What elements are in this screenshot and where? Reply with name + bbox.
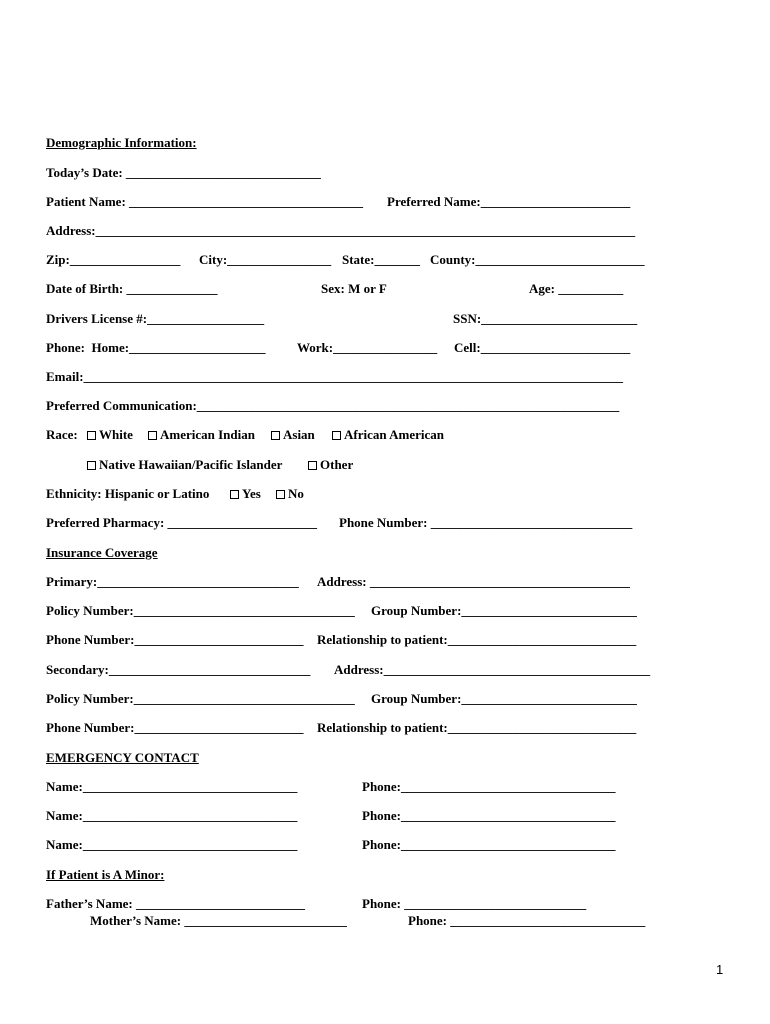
state-field[interactable]: State:_______ <box>342 252 420 267</box>
ethnicity-yes-label: Yes <box>242 486 261 501</box>
race-asian-label: Asian <box>283 427 315 442</box>
race-native-hawaiian-label: Native Hawaiian/Pacific Islander <box>99 457 283 472</box>
emergency-phone-field[interactable]: Phone:_________________________________ <box>362 808 616 823</box>
policy-number-field[interactable]: Policy Number:__________________________________ <box>46 603 355 618</box>
email-field[interactable]: Email:___________________________________________________________________________________ <box>46 369 624 384</box>
checkbox-icon[interactable] <box>87 431 96 440</box>
emergency-phone-field[interactable]: Phone:_________________________________ <box>362 837 616 852</box>
county-field[interactable]: County:__________________________ <box>430 252 645 267</box>
policy-number-field[interactable]: Policy Number:__________________________________ <box>46 691 355 706</box>
section-title-insurance: Insurance Coverage <box>46 545 158 560</box>
cell-phone-field[interactable]: Cell:_______________________ <box>454 340 631 355</box>
race-african-american-label: African American <box>344 427 445 442</box>
todays-date-field[interactable]: Today’s Date: ______________________________ <box>46 165 321 180</box>
emergency-name-field[interactable]: Name:_________________________________ <box>46 779 298 794</box>
emergency-phone-field[interactable]: Phone:_________________________________ <box>362 779 616 794</box>
section-title-emergency: EMERGENCY CONTACT <box>46 750 199 765</box>
primary-insurance-field[interactable]: Primary:_______________________________ <box>46 574 299 589</box>
race-white-label: White <box>99 427 133 442</box>
age-field[interactable]: Age: __________ <box>529 281 624 296</box>
ethnicity-label: Ethnicity: Hispanic or Latino <box>46 486 210 501</box>
checkbox-icon[interactable] <box>271 431 280 440</box>
sex-field[interactable]: Sex: M or F <box>321 281 387 296</box>
pharmacy-phone-field[interactable]: Phone Number: _______________________________ <box>339 515 633 530</box>
emergency-name-field[interactable]: Name:_________________________________ <box>46 837 298 852</box>
race-label: Race: <box>46 427 78 442</box>
section-title-minor: If Patient is A Minor: <box>46 867 165 882</box>
race-white-option[interactable] <box>87 427 133 443</box>
race-asian-option[interactable] <box>271 427 315 443</box>
checkbox-icon[interactable] <box>308 461 317 470</box>
mother-name-field[interactable]: Mother’s Name: _________________________ <box>90 913 347 928</box>
race-american-indian-label: American Indian <box>160 427 255 442</box>
page-number: 1 <box>716 962 724 977</box>
preferred-name-field[interactable]: Preferred Name:_______________________ <box>387 194 631 209</box>
relationship-field[interactable]: Relationship to patient:_____________________________ <box>317 632 637 647</box>
preferred-communication-field[interactable]: Preferred Communication:_________________________________________________________________ <box>46 398 620 413</box>
group-number-field[interactable]: Group Number:___________________________ <box>371 691 637 706</box>
ethnicity-no-label: No <box>288 486 304 501</box>
insurance-phone-field[interactable]: Phone Number:__________________________ <box>46 720 304 735</box>
checkbox-icon[interactable] <box>148 431 157 440</box>
race-african-american-option[interactable] <box>332 427 444 443</box>
city-field[interactable]: City:________________ <box>199 252 332 267</box>
zip-field[interactable]: Zip:_________________ <box>46 252 181 267</box>
mother-phone-field[interactable]: Phone: ______________________________ <box>408 913 646 928</box>
primary-address-field[interactable]: Address: ________________________________________ <box>317 574 630 589</box>
ethnicity-no-option[interactable] <box>276 486 304 502</box>
race-american-indian-option[interactable] <box>148 427 255 443</box>
race-other-label: Other <box>320 457 354 472</box>
checkbox-icon[interactable] <box>276 490 285 499</box>
section-title-demographic: Demographic Information: <box>46 135 197 150</box>
ethnicity-yes-option[interactable] <box>230 486 261 502</box>
checkbox-icon[interactable] <box>332 431 341 440</box>
relationship-field[interactable]: Relationship to patient:_____________________________ <box>317 720 637 735</box>
race-other-option[interactable] <box>308 457 353 473</box>
address-field[interactable]: Address:___________________________________________________________________________________ <box>46 223 636 238</box>
drivers-license-field[interactable]: Drivers License #:__________________ <box>46 311 265 326</box>
phone-home-field[interactable]: Phone: Home:_____________________ <box>46 340 266 355</box>
group-number-field[interactable]: Group Number:___________________________ <box>371 603 637 618</box>
checkbox-icon[interactable] <box>230 490 239 499</box>
checkbox-icon[interactable] <box>87 461 96 470</box>
race-native-hawaiian-option[interactable] <box>87 457 282 473</box>
ssn-field[interactable]: SSN:________________________ <box>453 311 638 326</box>
father-name-field[interactable]: Father’s Name: __________________________ <box>46 896 305 911</box>
secondary-insurance-field[interactable]: Secondary:_______________________________ <box>46 662 311 677</box>
preferred-pharmacy-field[interactable]: Preferred Pharmacy: _______________________ <box>46 515 318 530</box>
work-phone-field[interactable]: Work:________________ <box>297 340 438 355</box>
secondary-address-field[interactable]: Address:_________________________________________ <box>334 662 651 677</box>
patient-name-field[interactable]: Patient Name: ____________________________________ <box>46 194 364 209</box>
insurance-phone-field[interactable]: Phone Number:__________________________ <box>46 632 304 647</box>
emergency-name-field[interactable]: Name:_________________________________ <box>46 808 298 823</box>
date-of-birth-field[interactable]: Date of Birth: ______________ <box>46 281 218 296</box>
father-phone-field[interactable]: Phone: ____________________________ <box>362 896 587 911</box>
